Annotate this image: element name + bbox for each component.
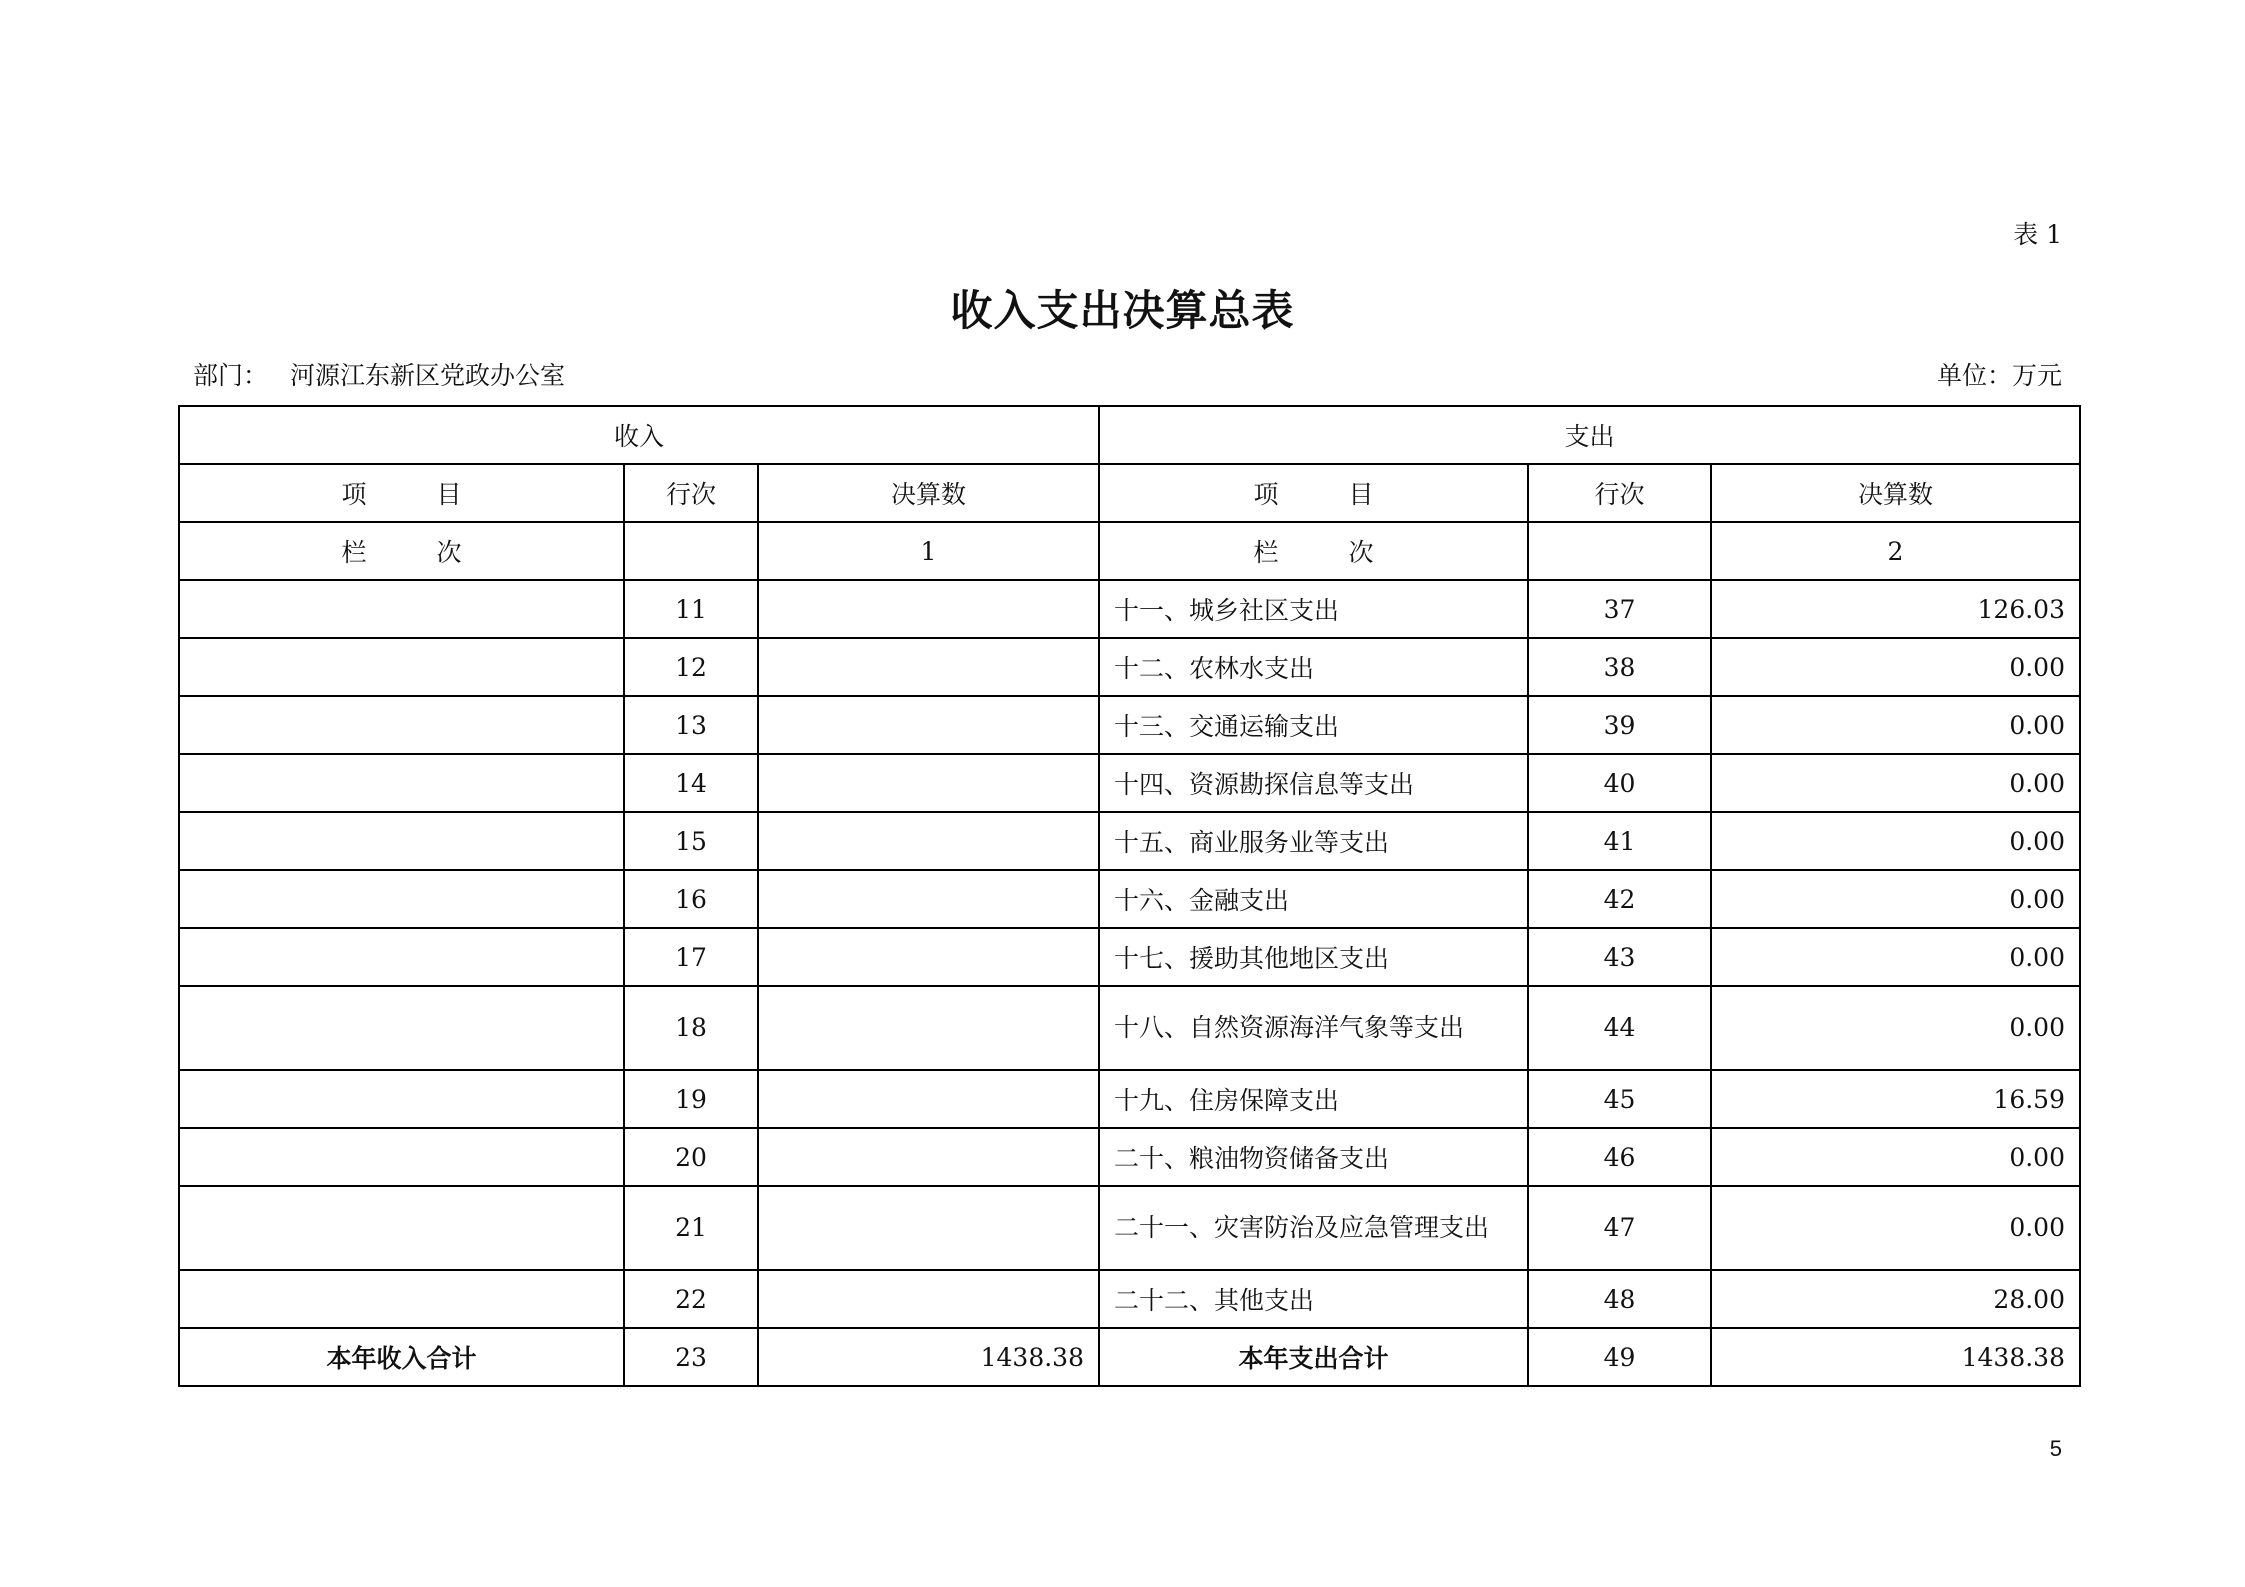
- income-column-index-label: [179, 522, 624, 580]
- income-amount-cell: [758, 696, 1099, 754]
- expense-total-row-no: 49: [1528, 1328, 1711, 1386]
- expense-row-no-cell: 44: [1528, 986, 1711, 1070]
- income-section-header: 收入: [179, 406, 1099, 464]
- income-item-cell: [179, 1186, 624, 1270]
- expense-total-label: 本年支出合计: [1099, 1328, 1528, 1386]
- income-row-no-cell: 12: [624, 638, 758, 696]
- income-item-cell: [179, 1070, 624, 1128]
- table-row: [179, 638, 2080, 696]
- expense-row-no-cell: 42: [1528, 870, 1711, 928]
- income-amount-cell: [758, 580, 1099, 638]
- income-row-no-cell: 15: [624, 812, 758, 870]
- expense-row-no-cell: 37: [1528, 580, 1711, 638]
- income-amount-cell: [758, 870, 1099, 928]
- expense-row-no-header: 行次: [1528, 464, 1711, 522]
- expense-column-index: 2: [1711, 522, 2080, 580]
- income-item-cell: [179, 754, 624, 812]
- section-header-row: [179, 406, 2080, 464]
- table-row: [179, 1270, 2080, 1328]
- income-item-cell: [179, 870, 624, 928]
- expense-row-no-cell: 46: [1528, 1128, 1711, 1186]
- table-row: [179, 1128, 2080, 1186]
- expense-row-no-cell: 39: [1528, 696, 1711, 754]
- income-row-no-cell: 13: [624, 696, 758, 754]
- income-total-row-no: 23: [624, 1328, 758, 1386]
- expense-amount-cell: 16.59: [1711, 1070, 2080, 1128]
- income-amount-cell: [758, 638, 1099, 696]
- expense-amount-cell: 28.00: [1711, 1270, 2080, 1328]
- unit-label: 单位：万元: [1936, 361, 2062, 390]
- expense-amount-cell: 0.00: [1711, 928, 2080, 986]
- expense-amount-cell: 126.03: [1711, 580, 2080, 638]
- expense-section-header: 支出: [1099, 406, 2080, 464]
- expense-item-cell: 十七、援助其他地区支出: [1099, 928, 1528, 986]
- income-row-no-cell: 19: [624, 1070, 758, 1128]
- income-row-no-cell: 11: [624, 580, 758, 638]
- table-row: [179, 986, 2080, 1070]
- expense-amount-cell: 0.00: [1711, 1128, 2080, 1186]
- income-item-header: [179, 464, 624, 522]
- income-column-index-empty: [624, 522, 758, 580]
- income-amount-header: 决算数: [758, 464, 1099, 522]
- expense-item-cell: 二十二、其他支出: [1099, 1270, 1528, 1328]
- expense-item-cell: 十一、城乡社区支出: [1099, 580, 1528, 638]
- expense-amount-cell: 0.00: [1711, 754, 2080, 812]
- expense-row-no-cell: 41: [1528, 812, 1711, 870]
- table-row: [179, 812, 2080, 870]
- income-item-cell: [179, 638, 624, 696]
- header-char: 目: [1348, 480, 1374, 509]
- expense-row-no-cell: 40: [1528, 754, 1711, 812]
- department-name: 河源江东新区党政办公室: [290, 361, 566, 390]
- table-row: [179, 696, 2080, 754]
- expense-total-amount: 1438.38: [1711, 1328, 2080, 1386]
- income-amount-cell: [758, 986, 1099, 1070]
- income-item-cell: [179, 928, 624, 986]
- expense-item-header: [1099, 464, 1528, 522]
- income-row-no-cell: 20: [624, 1128, 758, 1186]
- expense-item-cell: 十三、交通运输支出: [1099, 696, 1528, 754]
- income-expense-table: [178, 405, 2081, 1387]
- income-amount-cell: [758, 1128, 1099, 1186]
- header-char: 项: [341, 480, 367, 509]
- expense-row-no-cell: 38: [1528, 638, 1711, 696]
- expense-amount-cell: 0.00: [1711, 696, 2080, 754]
- income-row-no-cell: 18: [624, 986, 758, 1070]
- income-row-no-cell: 16: [624, 870, 758, 928]
- header-char: 目: [436, 480, 462, 509]
- expense-amount-cell: 0.00: [1711, 1186, 2080, 1270]
- income-total-label: 本年收入合计: [179, 1328, 624, 1386]
- expense-amount-cell: 0.00: [1711, 638, 2080, 696]
- income-amount-cell: [758, 754, 1099, 812]
- page-number: 5: [2049, 1436, 2062, 1461]
- table-row: [179, 1070, 2080, 1128]
- expense-item-cell: 十五、商业服务业等支出: [1099, 812, 1528, 870]
- expense-amount-cell: 0.00: [1711, 812, 2080, 870]
- income-item-cell: [179, 986, 624, 1070]
- expense-item-cell: 十九、住房保障支出: [1099, 1070, 1528, 1128]
- expense-row-no-cell: 43: [1528, 928, 1711, 986]
- header-char: 栏: [1253, 538, 1279, 567]
- table-row: [179, 580, 2080, 638]
- expense-item-cell: 十六、金融支出: [1099, 870, 1528, 928]
- expense-item-cell: 十二、农林水支出: [1099, 638, 1528, 696]
- expense-amount-header: 决算数: [1711, 464, 2080, 522]
- header-char: 栏: [341, 538, 367, 567]
- income-column-index: 1: [758, 522, 1099, 580]
- department-line: [193, 356, 565, 392]
- table-number: 表 1: [2013, 220, 2062, 249]
- income-item-cell: [179, 812, 624, 870]
- income-row-no-cell: 17: [624, 928, 758, 986]
- table-row: [179, 1186, 2080, 1270]
- expense-amount-cell: 0.00: [1711, 986, 2080, 1070]
- expense-amount-cell: 0.00: [1711, 870, 2080, 928]
- table-row: [179, 928, 2080, 986]
- income-item-cell: [179, 1270, 624, 1328]
- income-row-no-cell: 14: [624, 754, 758, 812]
- header-char: 项: [1253, 480, 1279, 509]
- expense-item-cell: 二十一、灾害防治及应急管理支出: [1099, 1186, 1528, 1270]
- expense-row-no-cell: 45: [1528, 1070, 1711, 1128]
- income-amount-cell: [758, 928, 1099, 986]
- expense-row-no-cell: 48: [1528, 1270, 1711, 1328]
- column-index-row: [179, 522, 2080, 580]
- totals-row: [179, 1328, 2080, 1386]
- expense-column-index-label: [1099, 522, 1528, 580]
- income-row-no-cell: 21: [624, 1186, 758, 1270]
- column-header-row: [179, 464, 2080, 522]
- income-amount-cell: [758, 1070, 1099, 1128]
- expense-column-index-empty: [1528, 522, 1711, 580]
- header-char: 次: [436, 538, 462, 567]
- income-amount-cell: [758, 1186, 1099, 1270]
- income-item-cell: [179, 1128, 624, 1186]
- expense-item-cell: 十八、自然资源海洋气象等支出: [1099, 986, 1528, 1070]
- income-row-no-header: 行次: [624, 464, 758, 522]
- income-amount-cell: [758, 1270, 1099, 1328]
- department-label: 部门：: [193, 361, 269, 390]
- income-total-amount: 1438.38: [758, 1328, 1099, 1386]
- income-item-cell: [179, 580, 624, 638]
- income-amount-cell: [758, 812, 1099, 870]
- expense-item-cell: 二十、粮油物资储备支出: [1099, 1128, 1528, 1186]
- table-row: [179, 870, 2080, 928]
- expense-item-cell: 十四、资源勘探信息等支出: [1099, 754, 1528, 812]
- header-char: 次: [1348, 538, 1374, 567]
- income-row-no-cell: 22: [624, 1270, 758, 1328]
- income-item-cell: [179, 696, 624, 754]
- page-title: 收入支出决算总表: [950, 286, 1295, 335]
- expense-row-no-cell: 47: [1528, 1186, 1711, 1270]
- table-row: [179, 754, 2080, 812]
